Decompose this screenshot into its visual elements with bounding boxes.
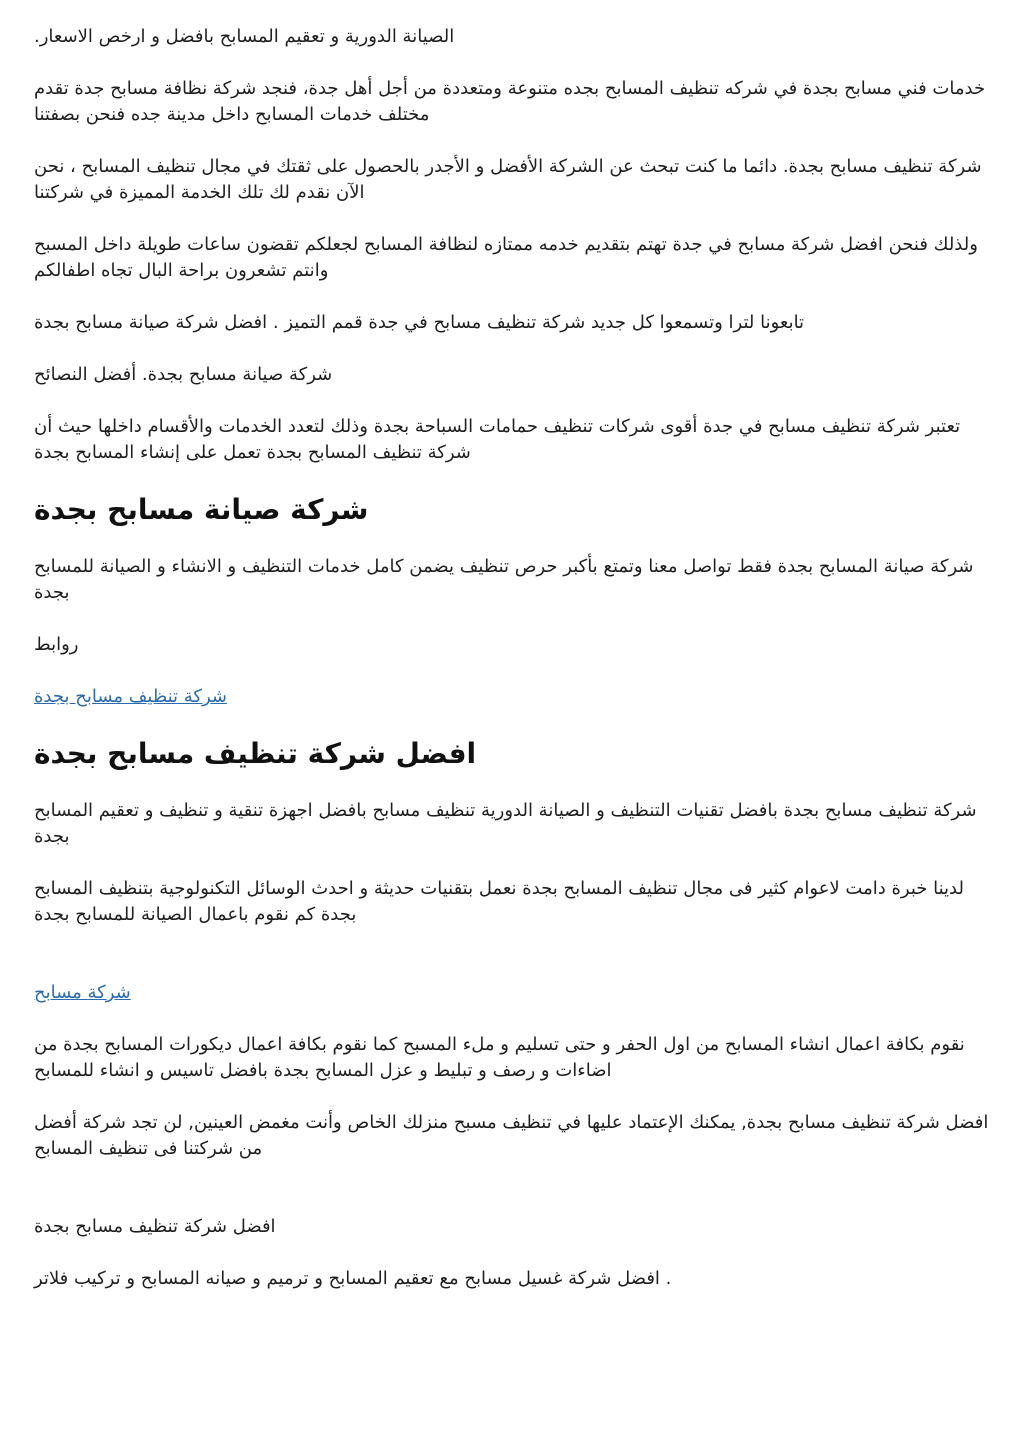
heading-best-pool-cleaning: افضل شركة تنظيف مسابح بجدة bbox=[34, 737, 477, 770]
link-pools-company[interactable]: شركة مسابح bbox=[34, 982, 131, 1003]
spacer bbox=[34, 954, 990, 980]
link-container-2 bbox=[34, 980, 990, 1006]
paragraph-cleaning-trust: شركة تنظيف مسابح بجدة. دائما ما كنت تبحث عن الشركة الأفضل و الأجدر بالحصول على ثقتك في مجال تنظيف المسابح ، نحن الآن نقدم لك تلك الخدمة المميزة في شركتنا bbox=[34, 156, 982, 203]
spacer bbox=[34, 1188, 990, 1214]
paragraph-best-company: ولذلك فنحن افضل شركة مسابح في جدة تهتم بتقديم خدمه ممتازه لنظافة المسابح لجعلكم تقضون ساعات طويلة داخل المسبح وانتم تشعرون براحة البال تجاه اطفالكم bbox=[34, 234, 978, 281]
link-pool-cleaning-jeddah[interactable]: شركة تنظيف مسابح بجدة bbox=[34, 686, 227, 707]
paragraph-home-pool: افضل شركة تنظيف مسابح بجدة, يمكنك الإعتماد عليها في تنظيف مسبح منزلك الخاص وأنت مغمض العينين, لن تجد شركة أفضل من شركتنا فى تنظيف المسابح bbox=[34, 1112, 989, 1159]
paragraph-follow-us: تابعونا لترا وتسمعوا كل جديد شركة تنظيف مسابح في جدة قمم التميز . افضل شركة صيانة مسابح بجدة bbox=[34, 312, 805, 333]
paragraph-services-overview: خدمات فني مسابح بجدة في شركه تنظيف المسابح بجده متنوعة ومتعددة من أجل أهل جدة، فنجد شركة نظافة مسابح جدة تقدم مختلف خدمات المسابح داخل مدينة جده فنحن بصفتنا bbox=[34, 78, 986, 125]
heading-pool-maintenance: شركة صيانة مسابح بجدة bbox=[34, 493, 369, 526]
paragraph-maintenance: الصيانة الدورية و تعقيم المسابح بافضل و ارخص الاسعار. bbox=[34, 26, 455, 47]
links-label: روابط bbox=[34, 634, 79, 655]
paragraph-best-tips: شركة صيانة مسابح بجدة. أفضل النصائح bbox=[34, 364, 333, 385]
paragraph-best-company-line: افضل شركة تنظيف مسابح بجدة bbox=[34, 1216, 276, 1237]
paragraph-construction: نقوم بكافة اعمال انشاء المسابح من اول الحفر و حتى تسليم و ملء المسبح كما نقوم بكافة اعمال ديكورات المسابح بجدة من اضاءات و رصف و تبليط و عزل المسابح بجدة بافضل تاسيس و انشاء للمسابح bbox=[34, 1034, 965, 1081]
paragraph-washing-filters: . افضل شركة غسيل مسابح مع تعقيم المسابح و ترميم و صيانه المسابح و تركيب فلاتر bbox=[34, 1268, 672, 1289]
paragraph-contact-us: شركة صيانة المسابح بجدة فقط تواصل معنا وتمتع بأكبر حرص تنظيف يضمن كامل خدمات التنظيف و الانشاء و الصيانة للمسابح بجدة bbox=[34, 556, 974, 603]
paragraph-experience: لدينا خبرة دامت لاعوام كثير فى مجال تنظيف المسابح بجدة نعمل بتقنيات حديثة و احدث الوسائل التكنولوجية بتنظيف المسابح بجدة كم نقوم باعمال الصيانة للمسابح بجدة bbox=[34, 878, 964, 925]
paragraph-cleaning-techniques: شركة تنظيف مسابح بجدة بافضل تقنيات التنظيف و الصيانة الدورية تنظيف مسابح بافضل اجهزة تنقية و تنظيف و تعقيم المسابح بجدة bbox=[34, 800, 977, 847]
link-container-1 bbox=[34, 684, 990, 710]
document-body bbox=[34, 24, 990, 1292]
paragraph-strongest-company: تعتبر شركة تنظيف مسابح في جدة أقوى شركات تنظيف حمامات السباحة بجدة وذلك لتعدد الخدمات والأقسام داخلها حيث أن شركة تنظيف المسابح بجدة تعمل على إنشاء المسابح بجدة bbox=[34, 416, 961, 463]
